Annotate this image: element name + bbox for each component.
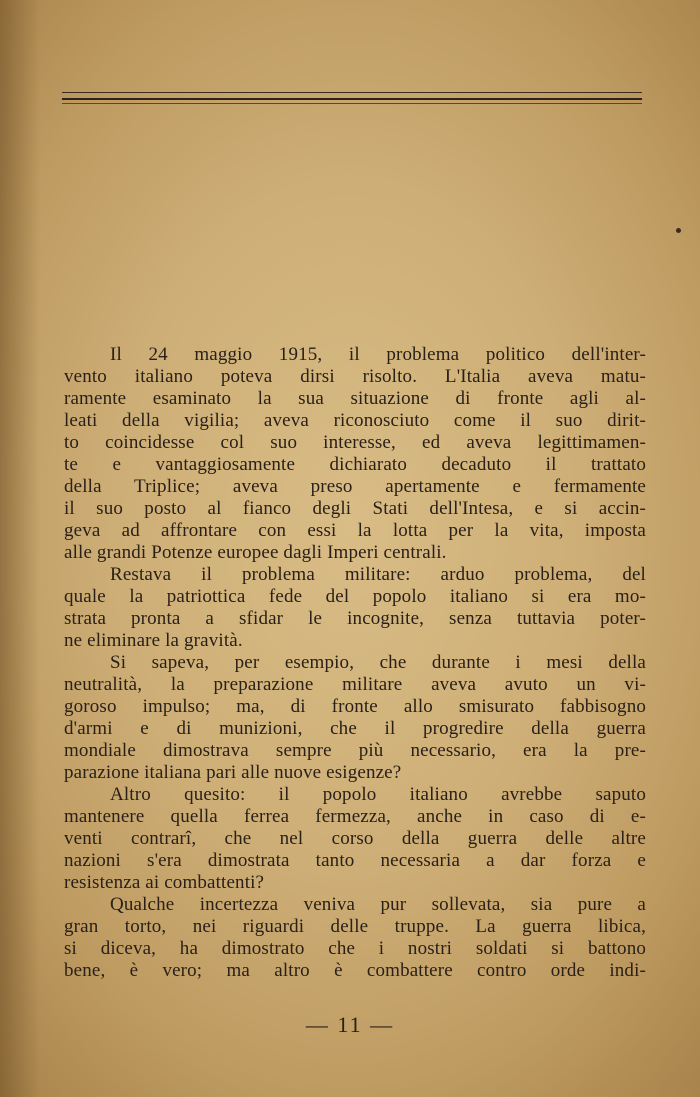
text-line: il suo posto al fianco degli Stati dell'Intesa, e si accin-: [64, 498, 646, 519]
text-line: resistenza ai combattenti?: [64, 872, 265, 893]
binding-shadow: [0, 0, 40, 1097]
text-line: venti contrarî, che nel corso della guerra delle altre: [64, 828, 646, 849]
ink-speck: [676, 228, 681, 233]
text-line: to coincidesse col suo interesse, ed aveva legittimamen-: [64, 432, 646, 453]
text-line: nazioni s'era dimostrata tanto necessaria a dar forza e: [64, 850, 646, 871]
text-line: neutralità, la preparazione militare aveva avuto un vi-: [64, 674, 646, 695]
text-line: Restava il problema militare: arduo problema, del: [110, 564, 646, 585]
text-line: leati della vigilia; aveva riconosciuto come il suo dirit-: [64, 410, 646, 431]
text-line: mantenere quella ferrea fermezza, anche in caso di e-: [64, 806, 646, 827]
text-line: geva ad affrontare con essi la lotta per la vita, imposta: [64, 520, 646, 541]
text-line: Altro quesito: il popolo italiano avrebbe saputo: [110, 784, 646, 805]
text-line: mondiale dimostrava sempre più necessario, era la pre-: [64, 740, 646, 761]
text-line: Si sapeva, per esempio, che durante i mesi della: [110, 652, 646, 673]
text-line: ne eliminare la gravità.: [64, 630, 243, 651]
text-line: Il 24 maggio 1915, il problema politico dell'inter-: [110, 344, 646, 365]
text-line: vento italiano poteva dirsi risolto. L'Italia aveva matu-: [64, 366, 646, 387]
header-rule-thick: [62, 98, 642, 100]
body-text: [64, 344, 646, 982]
text-line: della Triplice; aveva preso apertamente e fermamente: [64, 476, 646, 497]
text-line: te e vantaggiosamente dichiarato decaduto il trattato: [64, 454, 646, 475]
text-line: gran torto, nei riguardi delle truppe. La guerra libica,: [64, 916, 646, 937]
text-line: alle grandi Potenze europee dagli Imperi centrali.: [64, 542, 447, 563]
text-line: d'armi e di munizioni, che il progredire della guerra: [64, 718, 646, 739]
text-line: Qualche incertezza veniva pur sollevata, sia pure a: [110, 894, 646, 915]
text-line: parazione italiana pari alle nuove esigenze?: [64, 762, 402, 783]
header-rule-thin: [62, 92, 642, 93]
text-line: si diceva, ha dimostrato che i nostri soldati si battono: [64, 938, 646, 959]
text-line: bene, è vero; ma altro è combattere contro orde indi-: [64, 960, 646, 981]
text-line: quale la patriottica fede del popolo italiano si era mo-: [64, 586, 646, 607]
page-number: — 11 —: [305, 1012, 395, 1037]
text-line: strata pronta a sfidar le incognite, senza tuttavia poter-: [64, 608, 646, 629]
text-line: goroso impulso; ma, di fronte allo smisurato fabbisogno: [64, 696, 646, 717]
text-line: ramente esaminato la sua situazione di fronte agli al-: [64, 388, 646, 409]
header-rule-lower: [62, 103, 642, 104]
